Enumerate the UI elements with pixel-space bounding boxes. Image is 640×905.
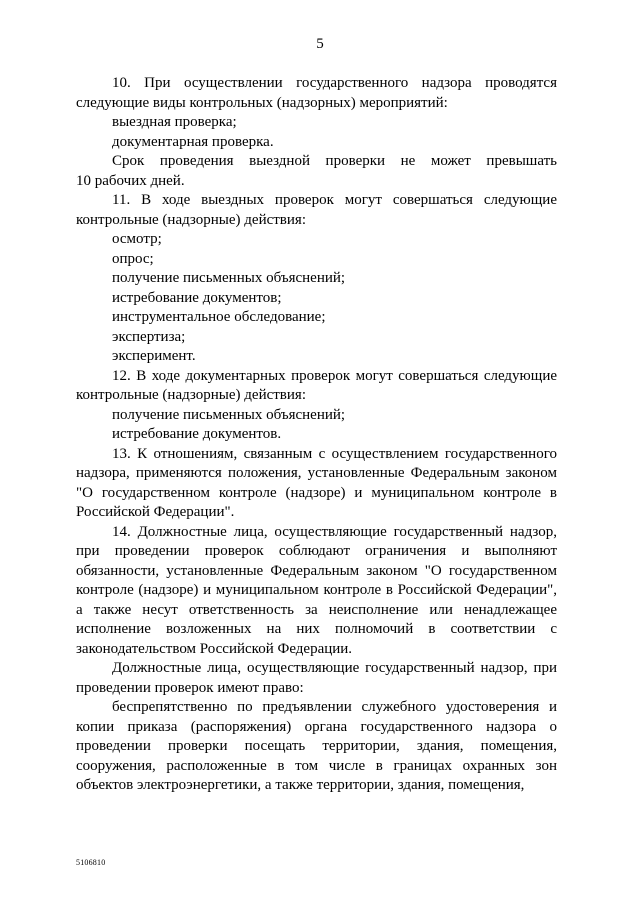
list-item: получение письменных объяснений; <box>112 270 346 286</box>
page-number: 5 <box>316 36 324 52</box>
paragraph-14: 14. Должностные лица, осуществляющие государственный надзор, при проведении проверок соблюдают ограничения и выполняют обязанности, установленные Федеральным законом "О государственном контроле (надзоре) и муниципальном контроле в Российской Федерации", а также несут ответственность за неисполнение или ненадлежащее исполнение возложенных на них полномочий в соответствии с законодательством Российской Федерации. <box>76 523 557 657</box>
paragraph-12-continuation: контрольные (надзорные) действия: <box>76 387 306 403</box>
list-item: экспертиза; <box>112 328 186 345</box>
list-item: инструментальное обследование; <box>112 309 326 325</box>
access-right-paragraph: беспрепятственно по предъявлении служебного удостоверения и копии приказа (распоряжения) органа государственного надзора о проведении проверки посещать территории, здания, помещения, сооружения, расположенные в том числе в границах охранных зон объектов электроэнергетики, а также территории, здания, помещения, <box>76 699 557 793</box>
paragraph-12-first-line: 12. В ходе документарных проверок могут совершаться следующие <box>112 367 557 384</box>
list-item: эксперимент. <box>112 348 196 364</box>
list-item: выездная проверка; <box>112 114 237 130</box>
list-item: истребование документов. <box>112 426 282 442</box>
paragraph-11-continuation: контрольные (надзорные) действия: <box>76 211 306 228</box>
paragraph-11-first-line: 11. В ходе выездных проверок могут совершаться следующие <box>112 192 557 208</box>
list-item: опрос; <box>112 250 154 267</box>
list-item: истребование документов; <box>112 289 282 306</box>
paragraph-10-continuation: следующие виды контрольных (надзорных) мероприятий: <box>76 94 448 111</box>
document-body <box>76 74 557 796</box>
list-item: документарная проверка. <box>112 133 274 150</box>
paragraph-10-first-line: 10. При осуществлении государственного надзора проводятся <box>112 75 557 91</box>
paragraph-13: 13. К отношениям, связанным с осуществлением государственного надзора, применяются положения, установленные Федеральным законом "О государственном контроле (надзоре) и муниципальном контроле в Российской Федерации". <box>76 445 557 520</box>
officials-rights-paragraph: Должностные лица, осуществляющие государственный надзор, при проведении проверок имеют право: <box>76 660 557 696</box>
term-paragraph-continuation: 10 рабочих дней. <box>76 172 185 189</box>
document-code: 5106810 <box>76 858 106 867</box>
list-item: осмотр; <box>112 231 162 247</box>
term-paragraph-first-line: Срок проведения выездной проверки не может превышать <box>112 153 557 169</box>
list-item: получение письменных объяснений; <box>112 406 346 423</box>
